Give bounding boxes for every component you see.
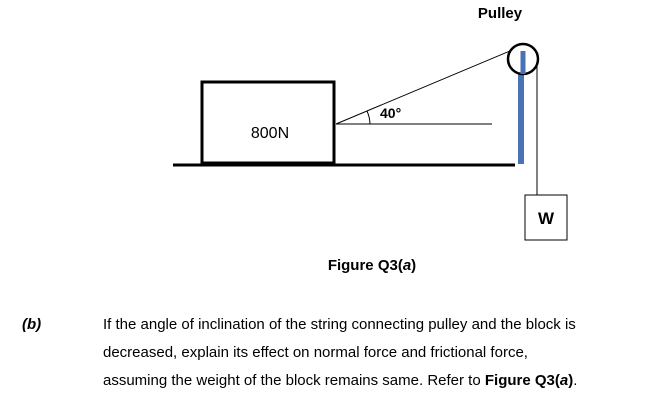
- question-line-2: decreased, explain its effect on normal force and frictional force,: [103, 344, 528, 361]
- question-line-1: If the angle of inclination of the string connecting pulley and the block is: [103, 316, 576, 333]
- string-to-pulley: [336, 48, 517, 124]
- figure-caption: Figure Q3(a): [327, 257, 417, 274]
- pulley-label: Pulley: [477, 5, 523, 22]
- question-body: [103, 311, 651, 395]
- question-label: (b): [22, 316, 42, 333]
- block-label: 800N: [250, 125, 290, 142]
- question-line-3: [103, 367, 651, 395]
- block: [202, 82, 334, 163]
- pulley-support-pole: [518, 60, 524, 164]
- figure-reference: Figure Q3(a): [484, 372, 574, 389]
- end-punctuation: .: [573, 372, 578, 389]
- question-line-3-text: assuming the weight of the block remains same. Refer to: [103, 372, 485, 389]
- angle-arc: [367, 111, 370, 124]
- weight-label: W: [537, 209, 555, 228]
- angle-label: 40°: [380, 105, 402, 121]
